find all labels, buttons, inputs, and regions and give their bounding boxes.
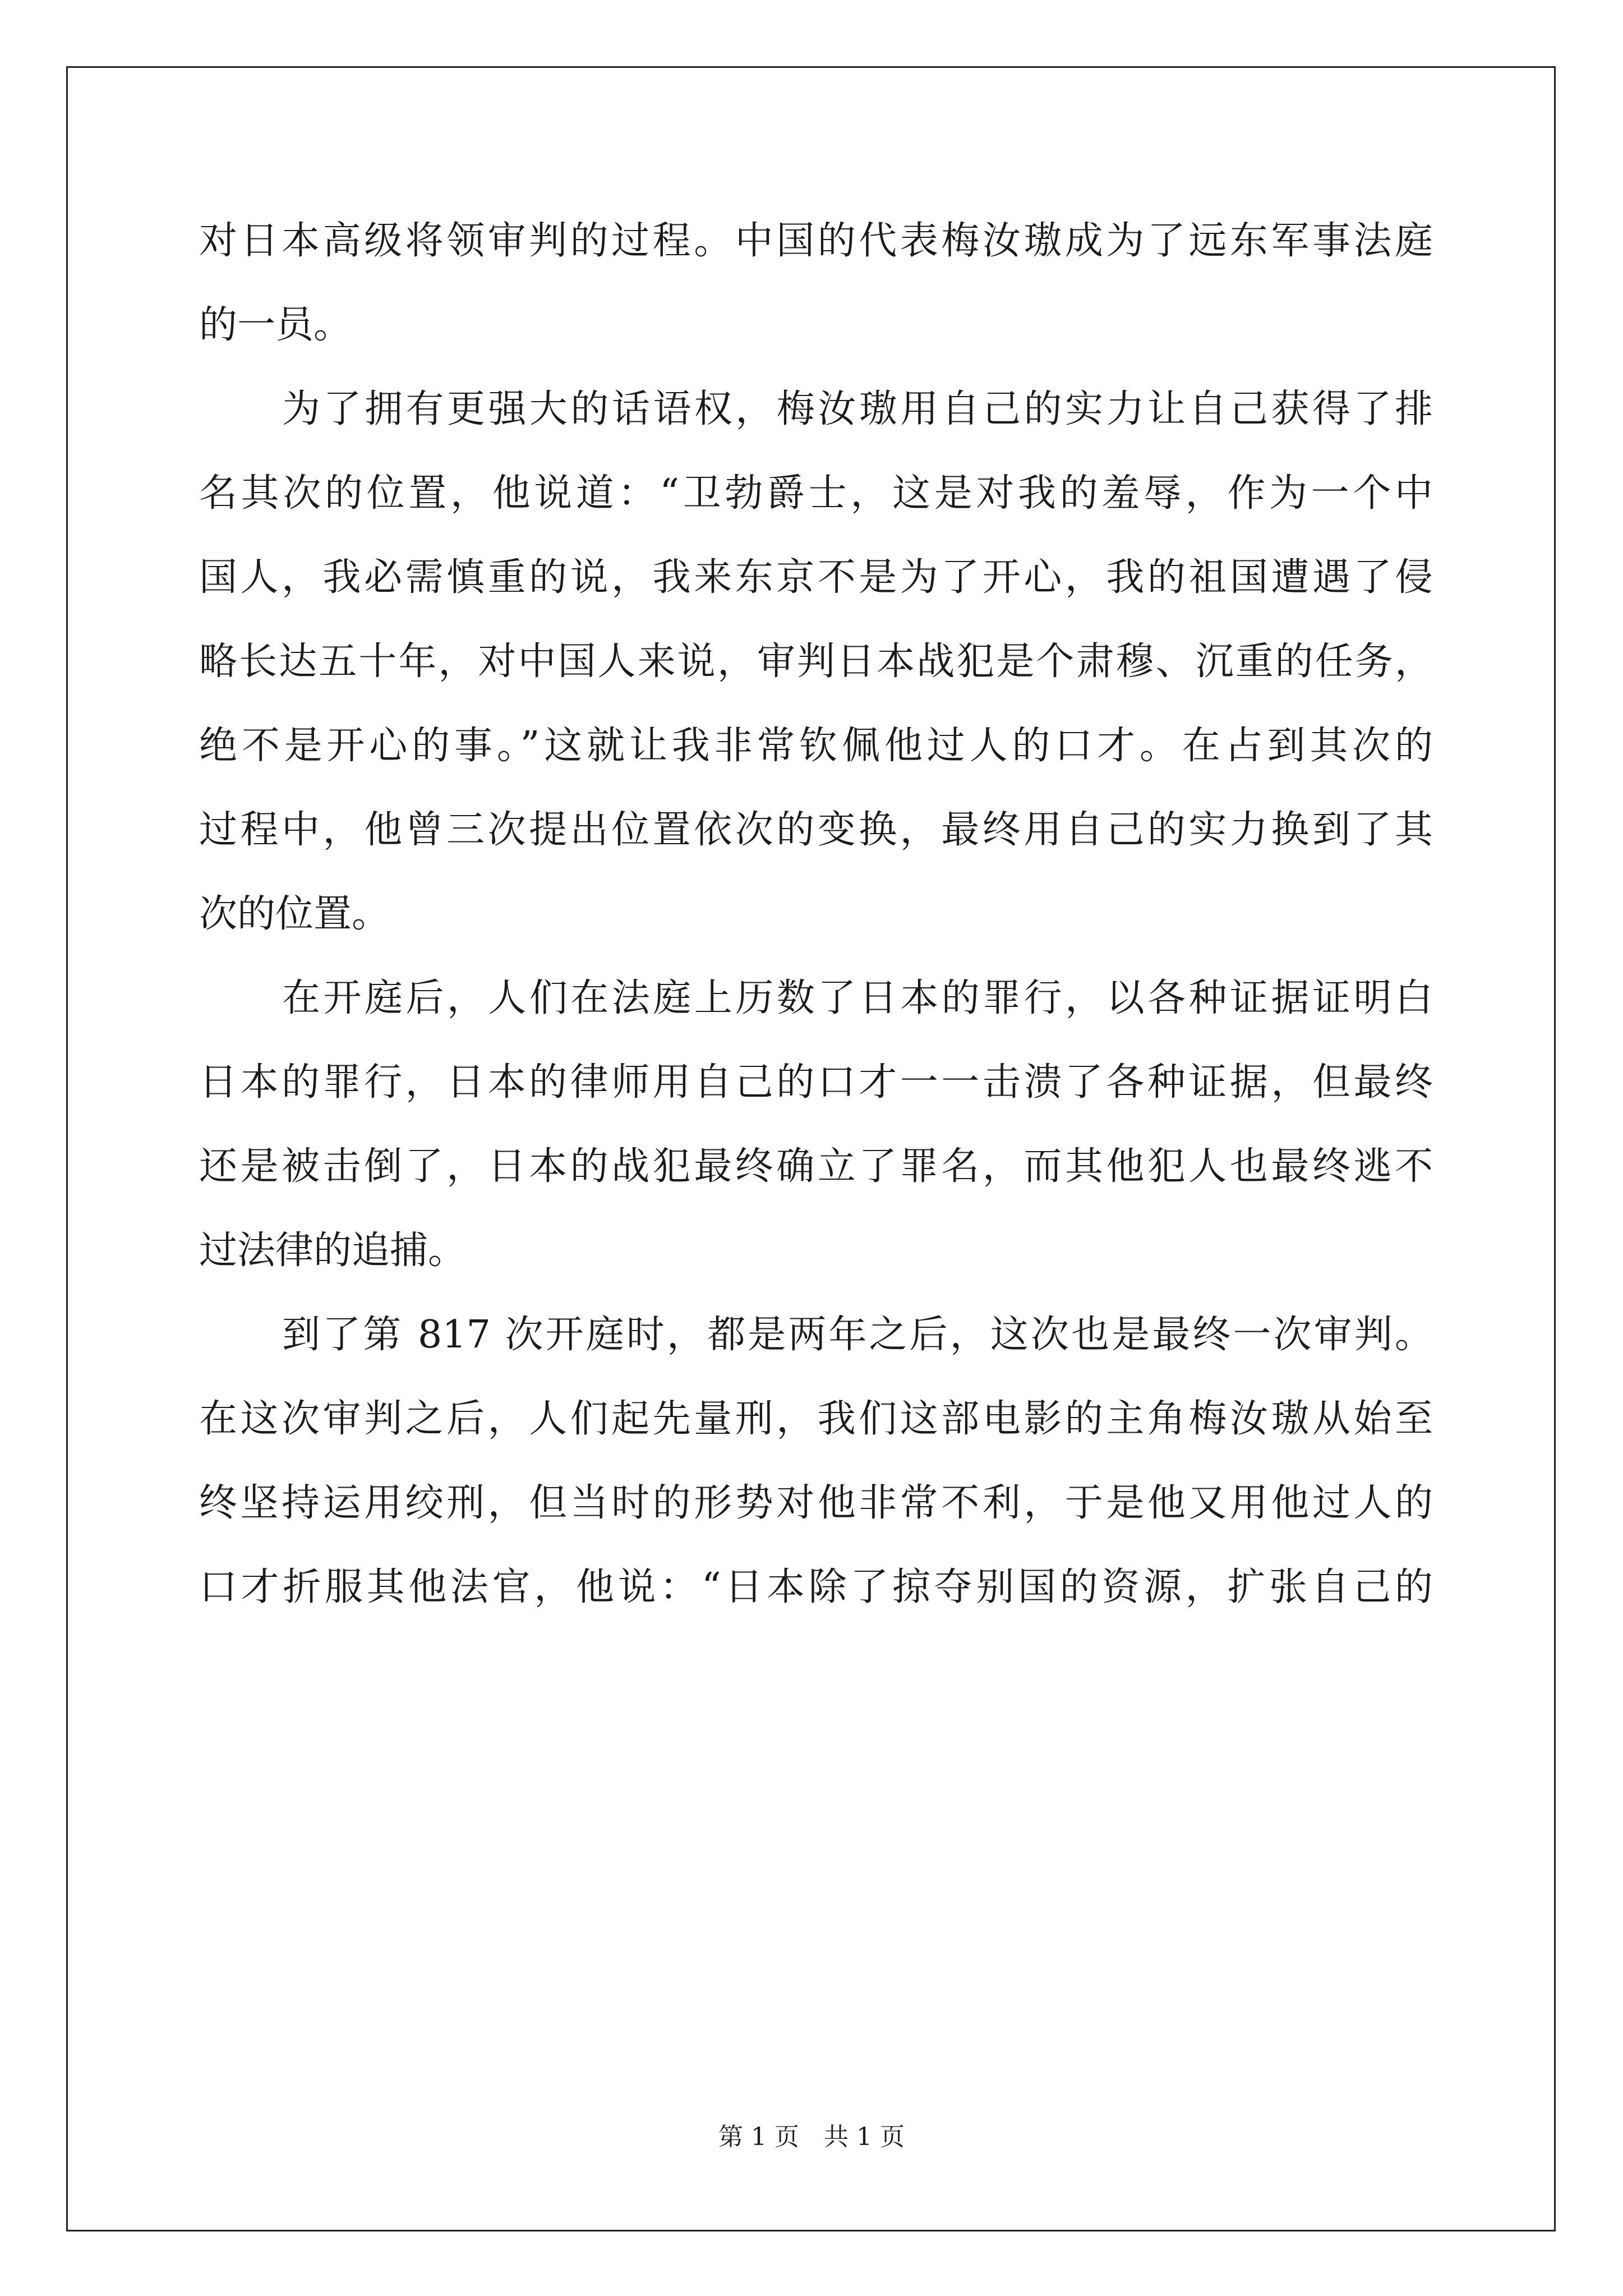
- document-body: [199, 199, 1433, 1630]
- text-line: 次的位置。: [199, 892, 390, 936]
- text-line: 还是被击倒了，日本的战犯最终确立了罪名，而其他犯人也最终逃不: [199, 1144, 1433, 1189]
- text-line: 为了拥有更强大的话语权，梅汝璈用自己的实力让自己获得了排: [282, 387, 1433, 431]
- text-line: 到了第 817 次开庭时，都是两年之后，这次也是最终一次审判。: [282, 1313, 1433, 1357]
- text-line: 日本的罪行，日本的律师用自己的口才一一击溃了各种证据，但最终: [199, 1060, 1433, 1105]
- page-footer: 第 1 页 共 1 页: [718, 2123, 905, 2151]
- text-line: 过程中，他曾三次提出位置依次的变换，最终用自己的实力换到了其: [199, 808, 1433, 852]
- text-line: 口才折服其他法官，他说：“日本除了掠夺别国的资源，扩张自己的: [199, 1565, 1433, 1609]
- text-line: 在开庭后，人们在法庭上历数了日本的罪行，以各种证据证明白: [282, 976, 1433, 1020]
- text-line: 绝不是开心的事。”这就让我非常钦佩他过人的口才。在占到其次的: [199, 724, 1433, 768]
- text-line: 名其次的位置，他说道：“卫勃爵士，这是对我的羞辱，作为一个中: [199, 471, 1433, 516]
- text-line: 过法律的追捕。: [199, 1228, 467, 1273]
- text-line: 对日本高级将领审判的过程。中国的代表梅汝璈成为了远东军事法庭: [199, 219, 1433, 263]
- text-line: 在这次审判之后，人们起先量刑，我们这部电影的主角梅汝璈从始至: [199, 1397, 1433, 1441]
- text-line: 的一员。: [199, 303, 352, 347]
- text-line: 略长达五十年，对中国人来说，审判日本战犯是个肃穆、沉重的任务，: [199, 639, 1433, 684]
- text-line: 国人，我必需慎重的说，我来东京不是为了开心，我的祖国遭遇了侵: [199, 555, 1433, 600]
- text-line: 终坚持运用绞刑，但当时的形势对他非常不利，于是他又用他过人的: [199, 1481, 1433, 1525]
